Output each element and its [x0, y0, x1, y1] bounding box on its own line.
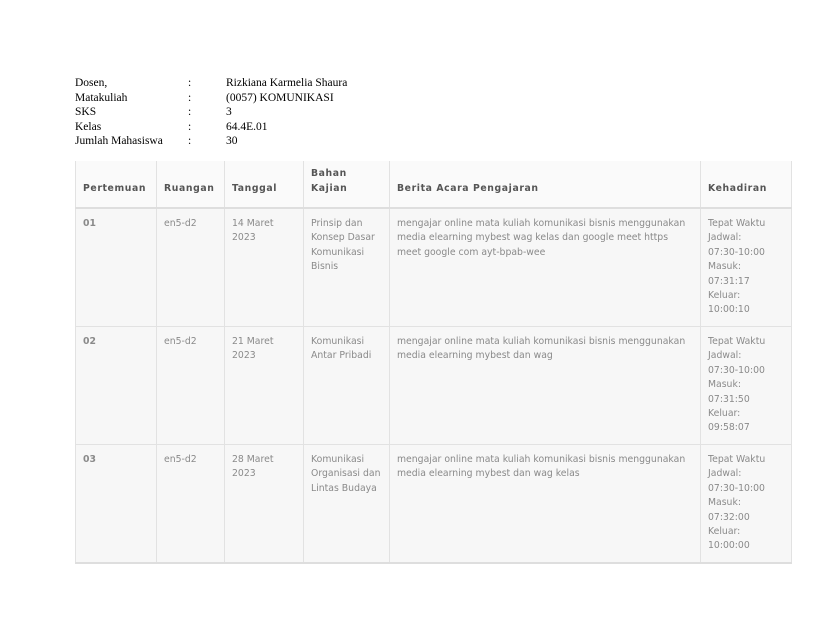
cell-ruangan: en5-d2	[157, 445, 225, 564]
info-row-sks	[75, 105, 347, 120]
info-label: Dosen,	[75, 77, 108, 89]
info-row-matakuliah	[75, 91, 347, 106]
cell-berita-acara: mengajar online mata kuliah komunikasi bisnis menggunakan media elearning mybest dan wag	[390, 327, 701, 445]
jadwal-value: 07:30-10:00	[708, 482, 765, 494]
info-label: Matakuliah	[75, 91, 128, 104]
masuk-label: Masuk:	[708, 261, 741, 273]
info-colon: :	[188, 106, 192, 119]
keluar-label: Keluar:	[708, 408, 741, 420]
info-colon: :	[188, 120, 192, 133]
info-label: Jumlah Mahasiswa	[75, 135, 163, 148]
table-header-row	[76, 161, 792, 208]
cell-tanggal: 28 Maret 2023	[225, 445, 304, 564]
cell-tanggal: 21 Maret 2023	[225, 327, 304, 445]
info-value: Rizkiana Karmelia Shaura	[226, 77, 348, 89]
jadwal-label: Jadwal:	[708, 468, 742, 480]
info-colon: :	[188, 135, 192, 148]
info-value: 30	[226, 135, 238, 148]
keluar-value: 10:00:10	[708, 304, 750, 316]
cell-kehadiran	[701, 327, 792, 445]
info-value: 64.4E.01	[226, 120, 268, 133]
cell-pertemuan: 01	[76, 208, 157, 327]
cell-berita-acara: mengajar online mata kuliah komunikasi bisnis menggunakan media elearning mybest dan wag kelas	[390, 445, 701, 564]
course-info	[75, 76, 347, 149]
table-row	[76, 445, 792, 564]
info-row-jumlah-mahasiswa	[75, 134, 347, 149]
jadwal-label: Jadwal:	[708, 232, 742, 244]
cell-ruangan: en5-d2	[157, 208, 225, 327]
attendance-status: Tepat Waktu	[708, 218, 766, 229]
header-kehadiran: Kehadiran	[701, 161, 792, 208]
masuk-value: 07:32:00	[708, 511, 750, 523]
header-tanggal: Tanggal	[225, 161, 304, 208]
info-row-dosen	[75, 76, 347, 91]
masuk-value: 07:31:17	[708, 275, 750, 287]
header-pertemuan: Pertemuan	[76, 161, 157, 208]
masuk-label: Masuk:	[708, 379, 741, 391]
info-label: SKS	[75, 106, 97, 119]
header-ruangan: Ruangan	[157, 161, 225, 208]
attendance-status: Tepat Waktu	[708, 336, 766, 347]
cell-pertemuan: 02	[76, 327, 157, 445]
masuk-label: Masuk:	[708, 497, 741, 509]
cell-tanggal: 14 Maret 2023	[225, 208, 304, 327]
attendance-table	[75, 161, 792, 564]
cell-bahan-kajian: Prinsip dan Konsep Dasar Komunikasi Bisnis	[304, 208, 390, 327]
keluar-label: Keluar:	[708, 526, 741, 538]
info-row-kelas	[75, 120, 347, 135]
jadwal-label: Jadwal:	[708, 350, 742, 362]
info-colon: :	[188, 91, 192, 104]
table-row	[76, 327, 792, 445]
cell-kehadiran	[701, 208, 792, 327]
jadwal-value: 07:30-10:00	[708, 246, 765, 258]
header-bahan-kajian: Bahan Kajian	[304, 161, 390, 208]
keluar-label: Keluar:	[708, 290, 741, 302]
cell-kehadiran	[701, 445, 792, 564]
table-row	[76, 208, 792, 327]
cell-berita-acara: mengajar online mata kuliah komunikasi bisnis menggunakan media elearning mybest wag kelas dan google meet https meet google com ayt-bpab-wee	[390, 208, 701, 327]
cell-bahan-kajian: Komunikasi Antar Pribadi	[304, 327, 390, 445]
cell-pertemuan: 03	[76, 445, 157, 564]
info-value: 3	[226, 106, 232, 119]
attendance-status: Tepat Waktu	[708, 454, 766, 465]
keluar-value: 10:00:00	[708, 540, 750, 552]
info-colon: :	[188, 77, 192, 89]
masuk-value: 07:31:50	[708, 393, 750, 405]
cell-bahan-kajian: Komunikasi Organisasi dan Lintas Budaya	[304, 445, 390, 564]
info-value: (0057) KOMUNIKASI	[226, 91, 334, 104]
cell-ruangan: en5-d2	[157, 327, 225, 445]
header-berita-acara: Berita Acara Pengajaran	[390, 161, 701, 208]
jadwal-value: 07:30-10:00	[708, 364, 765, 376]
keluar-value: 09:58:07	[708, 422, 750, 434]
info-label: Kelas	[75, 120, 102, 133]
